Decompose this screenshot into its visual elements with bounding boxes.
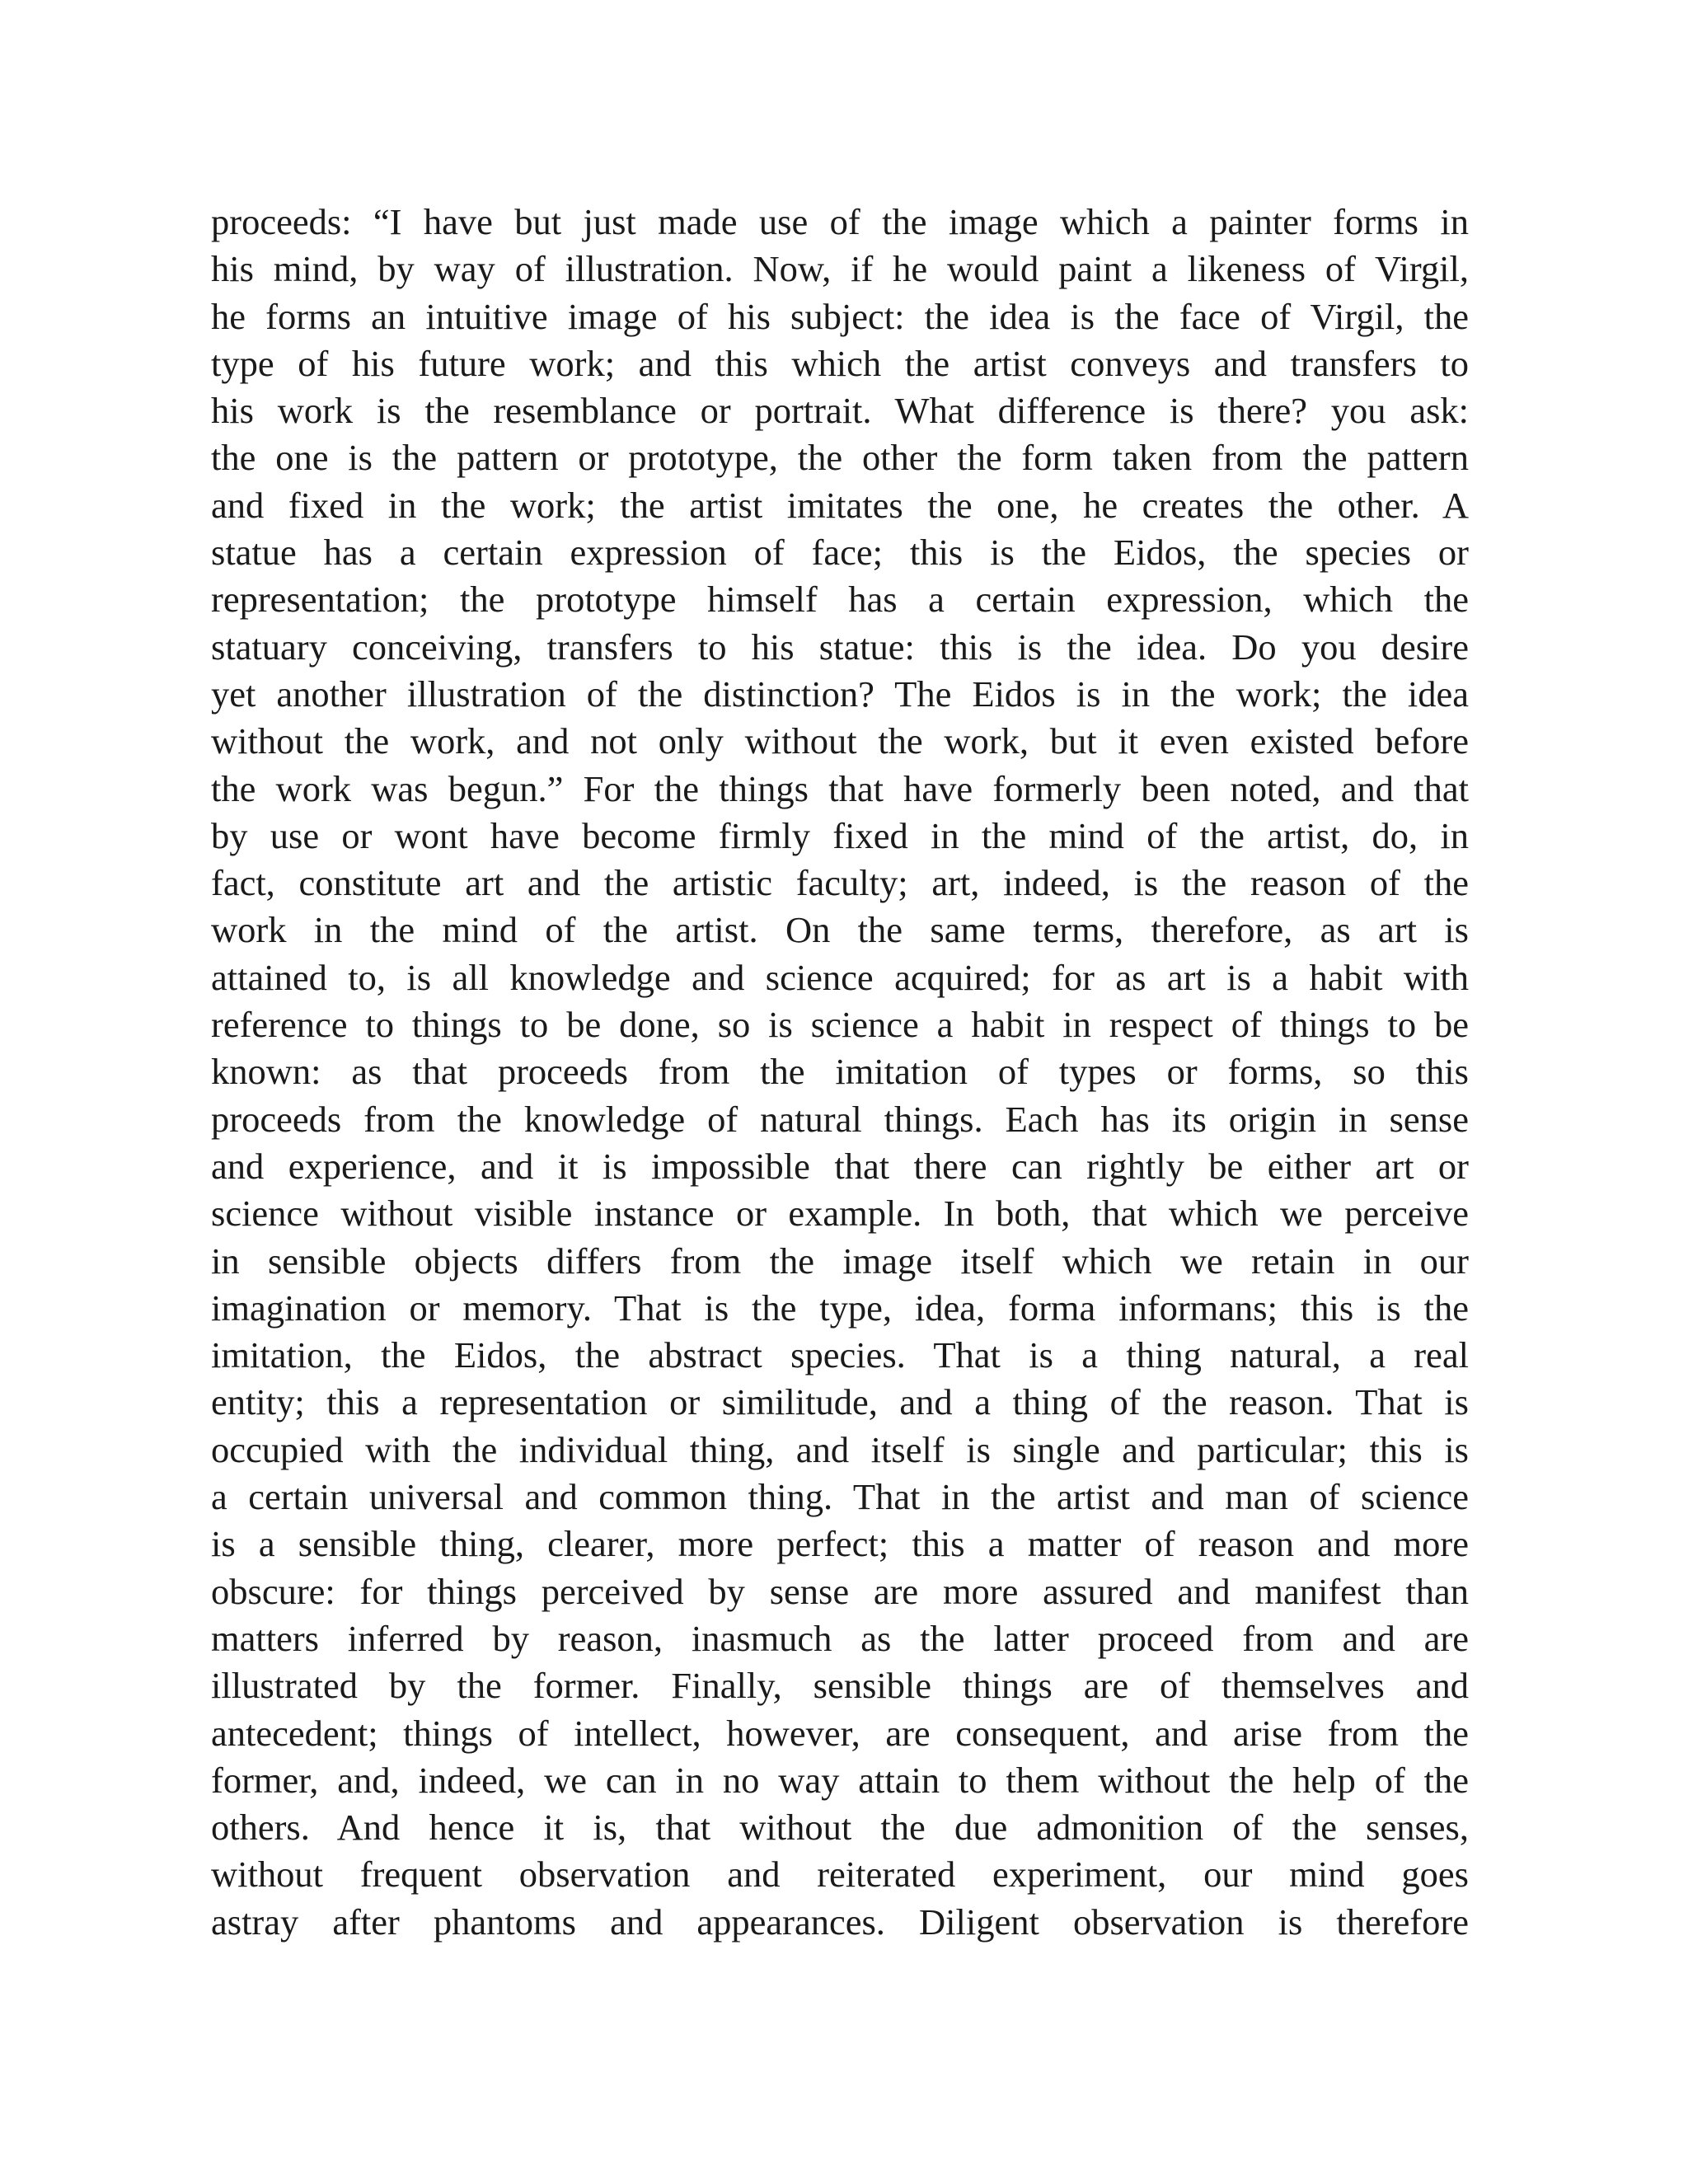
text-line: reference to things to be done, so is science a habit in respect of things to be [211,1004,1469,1046]
text-line: a certain universal and common thing. That in the artist and man of science [211,1476,1469,1518]
text-line: statue has a certain expression of face; this is the Eidos, the species or [211,532,1469,574]
text-line: entity; this a representation or similitude, and a thing of the reason. That is [211,1381,1469,1423]
text-line: matters inferred by reason, inasmuch as the latter proceed from and are [211,1617,1469,1659]
text-line: attained to, is all knowledge and science acquired; for as art is a habit with [211,956,1469,998]
text-line: by use or wont have become firmly fixed in the mind of the artist, do, in [211,814,1469,856]
text-line: antecedent; things of intellect, however, are consequent, and arise from the [211,1712,1469,1754]
text-line: fact, constitute art and the artistic faculty; art, indeed, is the reason of the [211,862,1469,904]
text-line: proceeds: “I have but just made use of the image which a painter forms in [211,201,1469,242]
text-line: illustrated by the former. Finally, sensible things are of themselves and [211,1665,1469,1707]
text-line: in sensible objects differs from the image itself which we retain in our [211,1240,1469,1282]
text-line: without the work, and not only without the work, but it even existed before [211,720,1469,762]
text-line: astray after phantoms and appearances. Diligent observation is therefore [211,1900,1469,1943]
text-line: proceeds from the knowledge of natural things. Each has its origin in sense [211,1098,1469,1140]
text-line: and experience, and it is impossible that there can rightly be either art or [211,1145,1469,1187]
text-line: obscure: for things perceived by sense are more assured and manifest than [211,1570,1469,1612]
text-line: others. And hence it is, that without the due admonition of the senses, [211,1807,1469,1849]
text-line: yet another illustration of the distinction? The Eidos is in the work; the idea [211,673,1469,715]
text-line: imitation, the Eidos, the abstract species. That is a thing natural, a real [211,1334,1469,1376]
text-line: the work was begun.” For the things that have formerly been noted, and that [211,767,1469,809]
text-line: science without visible instance or example. In both, that which we perceive [211,1193,1469,1235]
text-line: statuary conceiving, transfers to his statue: this is the idea. Do you desire [211,626,1469,668]
text-line: is a sensible thing, clearer, more perfect; this a matter of reason and more [211,1523,1469,1565]
text-line: without frequent observation and reiterated experiment, our mind goes [211,1854,1469,1896]
text-line: type of his future work; and this which the artist conveys and transfers to [211,342,1469,384]
text-line: former, and, indeed, we can in no way attain to them without the help of the [211,1759,1469,1801]
text-line: imagination or memory. That is the type, idea, forma informans; this is the [211,1286,1469,1329]
body-text [211,199,1469,1946]
text-line: and fixed in the work; the artist imitates the one, he creates the other. A [211,484,1469,526]
text-line: the one is the pattern or prototype, the other the form taken from the pattern [211,437,1469,479]
text-line: work in the mind of the artist. On the same terms, therefore, as art is [211,909,1469,951]
text-line: his mind, by way of illustration. Now, if he would paint a likeness of Virgil, [211,248,1469,290]
text-line: his work is the resemblance or portrait. What difference is there? you ask: [211,390,1469,432]
text-line: known: as that proceeds from the imitation of types or forms, so this [211,1051,1469,1093]
text-line: he forms an intuitive image of his subject: the idea is the face of Virgil, the [211,295,1469,337]
text-line: occupied with the individual thing, and itself is single and particular; this is [211,1428,1469,1470]
text-line: representation; the prototype himself has a certain expression, which the [211,579,1469,621]
